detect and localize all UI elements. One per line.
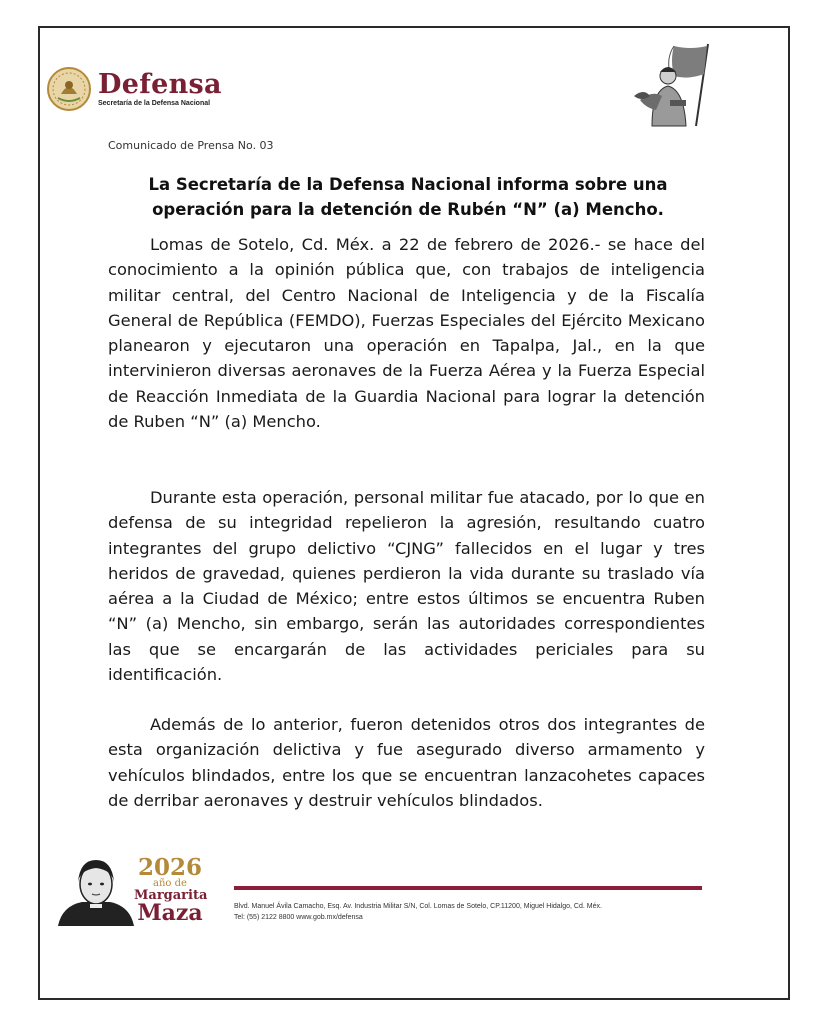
year-name-last: Maza <box>137 900 203 926</box>
address-line: Blvd. Manuel Ávila Camacho, Esq. Av. Industria Militar S/N, Col. Lomas de Sotelo, CP.11200, Miguel Hidalgo, Cd. Méx. <box>234 903 602 910</box>
press-release-number: Comunicado de Prensa No. 03 <box>108 139 274 152</box>
margarita-maza-portrait <box>56 854 136 926</box>
national-seal-icon <box>46 66 92 112</box>
footer-address <box>234 901 724 923</box>
footer-divider <box>234 886 702 890</box>
body-paragraph-1: Lomas de Sotelo, Cd. Méx. a 22 de febrero de 2026.- se hace del conocimiento a la opinión pública que, con trabajos de inteligencia militar central, del Centro Nacional de Inteligencia y de la Fiscalía General de República (FEMDO), Fuerzas Especiales del Ejército Mexicano planearon y ejecutaron una operación en Tapalpa, Jal., en la que intervinieron diversas aeronaves de la Fuerza Aérea y la Fuerza Especial de Reacción Inmediata de la Guardia Nacional para lograr la detención de Ruben “N” (a) Mencho. <box>108 235 705 432</box>
headline <box>108 172 708 222</box>
headline-line-1: La Secretaría de la Defensa Nacional informa sobre una <box>148 175 668 194</box>
logo-subtitle: Secretaría de la Defensa Nacional <box>98 100 211 107</box>
defensa-logo <box>46 66 222 112</box>
logo-wordmark: Defensa <box>98 69 222 100</box>
contact-line: Tel: (55) 2122 8800 www.gob.mx/defensa <box>234 914 363 921</box>
year-of-margarita-maza-logo <box>134 856 206 924</box>
year-name-first: Margarita <box>134 888 208 903</box>
year-subtitle: año de <box>153 878 187 889</box>
body-paragraph-3: Además de lo anterior, fueron detenidos otros dos integrantes de esta organización delictiva y fue asegurado diverso armamento y vehículos blindados, entre los que se encuentran lanzacohetes capaces de derribar aeronaves y destruir vehículos blindados. <box>108 715 705 810</box>
headline-line-2: operación para la detención de Rubén “N” (a) Mencho. <box>152 200 664 219</box>
flag-bearer-illustration <box>630 40 716 128</box>
body-paragraph-2: Durante esta operación, personal militar fue atacado, por lo que en defensa de su integridad repelieron la agresión, resultando cuatro integrantes del grupo delictivo “CJNG” fallecidos en el lugar y tres heridos de gravedad, quienes perdieron la vida durante su traslado vía aérea a la Ciudad de México; entre estos últimos se encuentra Ruben “N” (a) Mencho, sin embargo, serán las autoridades correspondientes las que se encargarán de las actividades periciales para su identificación. <box>108 488 705 685</box>
year-number: 2026 <box>137 854 202 881</box>
